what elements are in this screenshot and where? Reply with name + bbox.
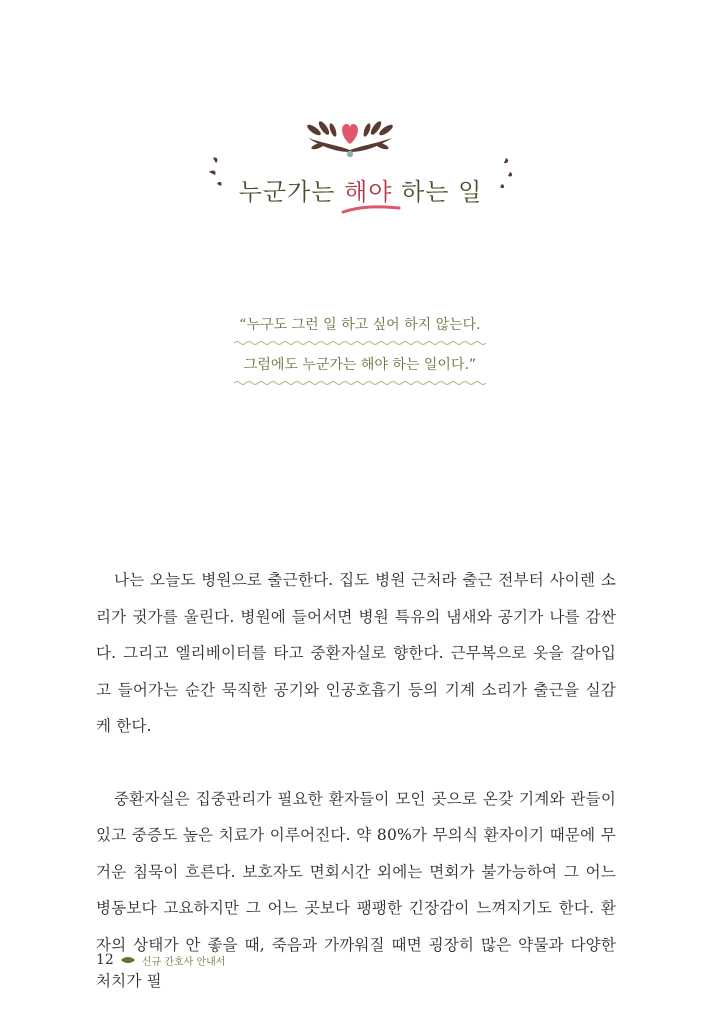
quote-text-2: 그럼에도 누군가는 해야 하는 일이다.” [243,357,477,373]
chapter-title [223,160,499,217]
pull-quote [230,314,490,386]
book-title: 신규 간호사 안내서 [141,956,226,968]
underline-swash [341,202,401,216]
page-number: 12 [96,952,114,968]
page-footer [96,950,225,970]
quote-line-2 [230,354,490,386]
chapter-title-area [0,160,721,220]
title-highlight: 해야 [344,178,393,206]
quote-text-1: “누구도 그런 일 하고 싶어 하지 않는다. [239,317,481,333]
title-part-2: 하는 일 [392,178,483,206]
body-text [96,562,616,1000]
wavy-divider [234,380,486,386]
paragraph: 중환자실은 집중관리가 필요한 환자들이 모인 곳으로 온갖 기계와 관들이 있고 중증도 높은 치료가 이루어진다. 약 80%가 무의식 환자이기 때문에 무거운 침묵이 흐른다. 보호자도 면회시간 외에는 면회가 불가능하여 그 어느 병동보다 고요하지만 그 어느 곳보다 팽팽한 긴장감이 느껴지기도 한다. 환자의 상태가 안 좋을 때, 죽음과 가까워질 때면 굉장히 많은 약물과 다양한 처치가 필 [96,789,616,990]
heart-laurel-icon [300,116,400,164]
title-part-1: 누군가는 [238,178,345,206]
leaf-icon [120,955,136,965]
quote-line-1 [230,314,490,346]
sparkle-left-icon [207,154,235,190]
sparkle-right-icon [488,154,516,190]
wavy-divider [234,340,486,346]
paragraph: 나는 오늘도 병원으로 출근한다. 집도 병원 근처라 출근 전부터 사이렌 소리가 귓가를 울린다. 병원에 들어서면 병원 특유의 냄새와 공기가 나를 감싼다. 그리고 엘리베이터를 타고 중환자실로 향한다. 근무복으로 옷을 갈아입고 들어가는 순간 묵직한 공기와 인공호흡기 등의 기계 소리가 출근을 실감케 한다. [96,571,616,735]
